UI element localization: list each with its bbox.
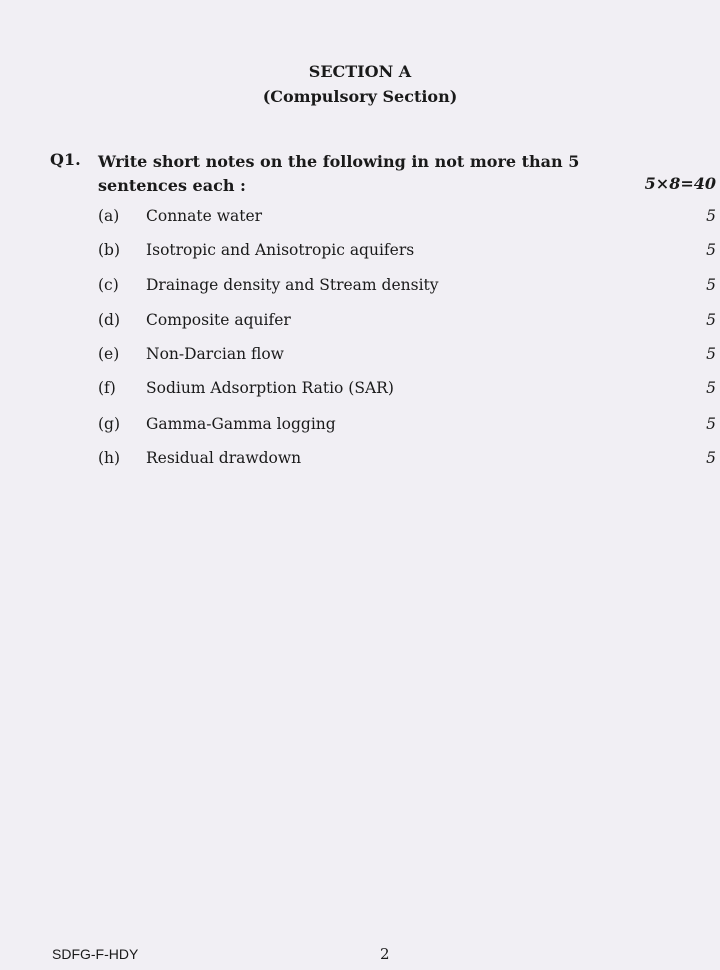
item-marks: 5 xyxy=(706,379,716,397)
item-marks: 5 xyxy=(706,241,716,259)
item-text: Residual drawdown xyxy=(146,449,302,467)
item-label: (e) xyxy=(98,345,120,363)
item-marks: 5 xyxy=(706,276,716,294)
item-text: Drainage density and Stream density xyxy=(146,276,439,294)
question-text: Write short notes on the following in not more than 5 sentences each : xyxy=(98,152,580,195)
item-label: (f) xyxy=(98,379,116,397)
item-label: (h) xyxy=(98,449,121,467)
item-marks: 5 xyxy=(706,449,716,467)
footer-code: SDFG-F-HDY xyxy=(52,946,139,962)
item-text: Isotropic and Anisotropic aquifers xyxy=(146,241,415,259)
question-number: Q1. xyxy=(50,150,81,169)
item-label: (g) xyxy=(98,415,121,433)
section-subtitle: (Compulsory Section) xyxy=(262,87,458,106)
list-item xyxy=(98,311,716,335)
item-marks: 5 xyxy=(706,345,716,363)
list-item xyxy=(98,449,716,473)
list-item xyxy=(98,276,716,300)
item-text: Sodium Adsorption Ratio (SAR) xyxy=(146,379,394,397)
list-item xyxy=(98,241,716,265)
list-item xyxy=(98,345,716,369)
question-marks: 5×8=40 xyxy=(644,174,716,193)
list-item xyxy=(98,379,716,403)
list-item xyxy=(98,415,716,439)
item-label: (b) xyxy=(98,241,121,259)
item-text: Connate water xyxy=(146,207,263,225)
item-label: (d) xyxy=(98,311,121,329)
item-marks: 5 xyxy=(706,207,716,225)
list-item xyxy=(98,207,716,231)
item-text: Non-Darcian flow xyxy=(146,345,284,363)
item-label: (a) xyxy=(98,207,120,225)
item-label: (c) xyxy=(98,276,119,294)
item-text: Composite aquifer xyxy=(146,311,291,329)
item-marks: 5 xyxy=(706,311,716,329)
section-title: SECTION A xyxy=(308,62,412,81)
page-number: 2 xyxy=(380,945,390,963)
item-marks: 5 xyxy=(706,415,716,433)
item-text: Gamma-Gamma logging xyxy=(146,415,336,433)
